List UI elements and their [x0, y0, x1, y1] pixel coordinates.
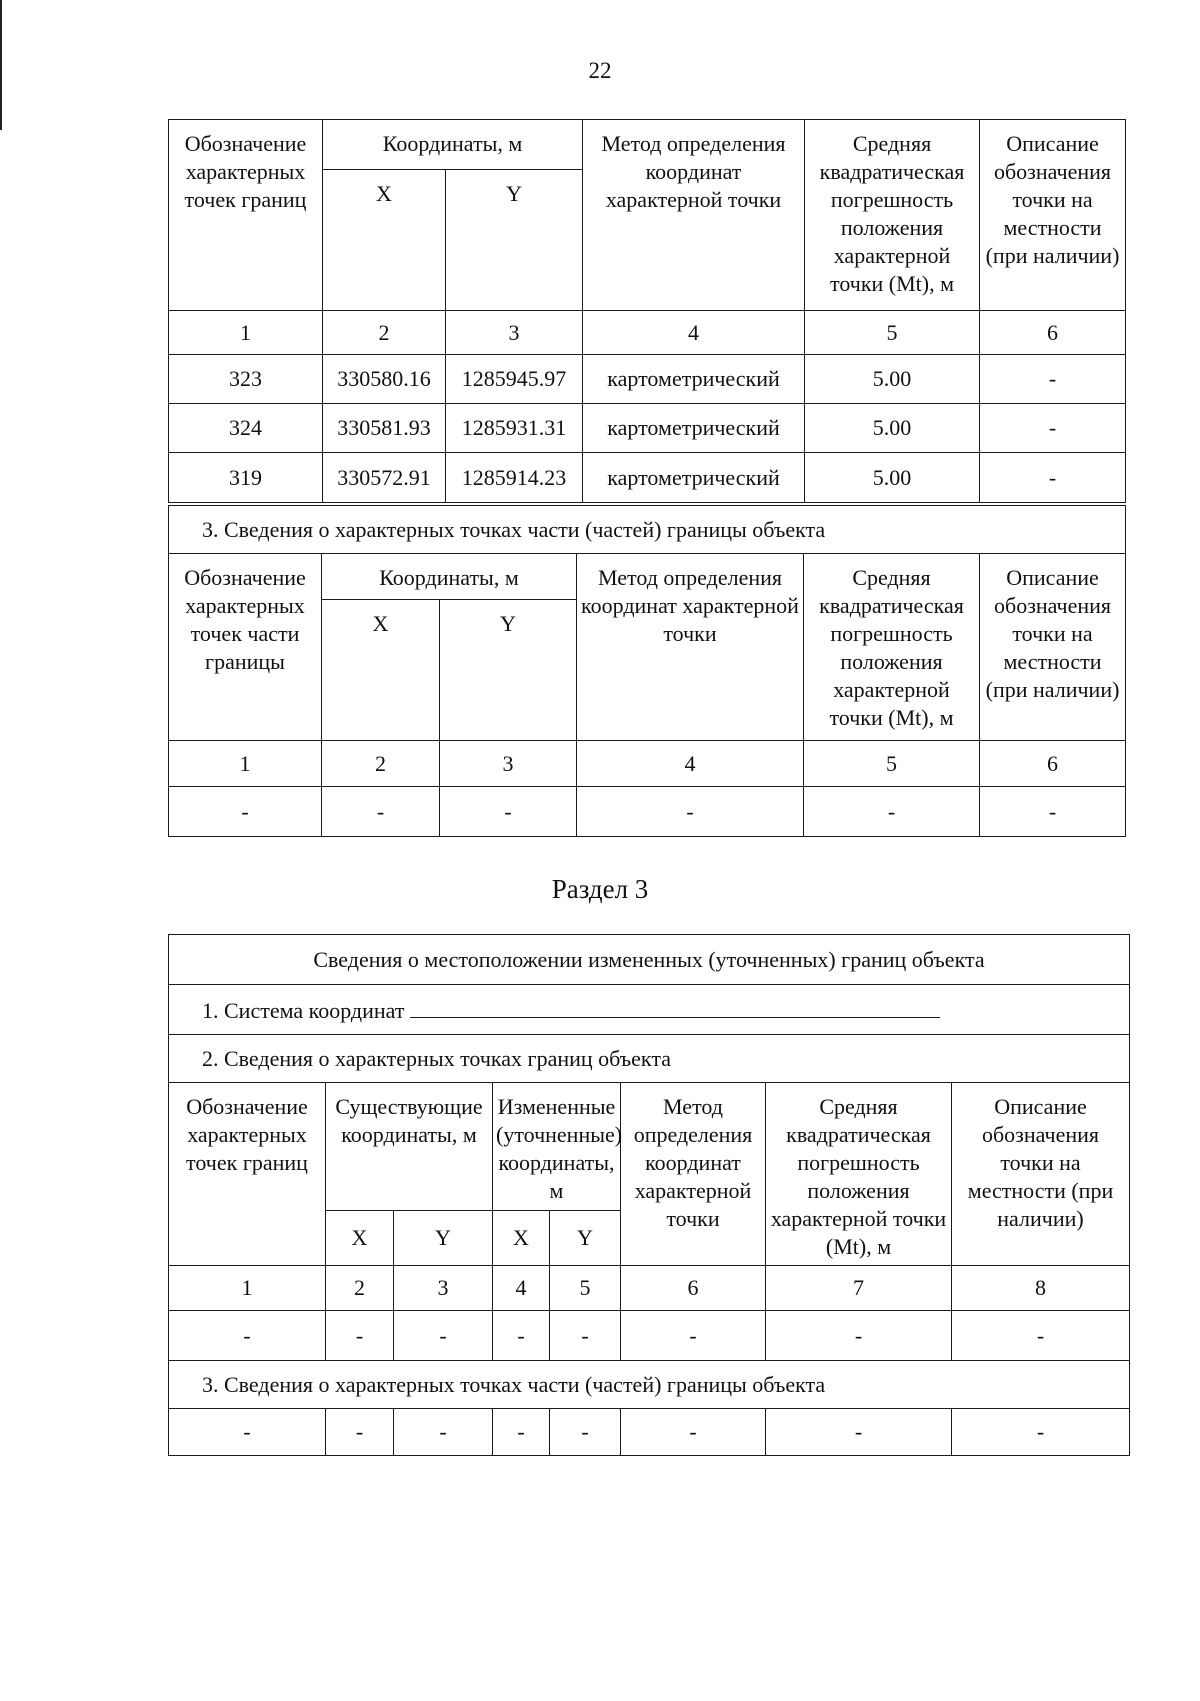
- table-row: [169, 1409, 1130, 1456]
- header-coordinates: Координаты, м: [322, 554, 577, 600]
- header-y: Y: [550, 1211, 621, 1266]
- cell-value: -: [326, 1409, 394, 1456]
- method: картометрический: [583, 453, 805, 503]
- header-designation: Обозначение характерных точек границ: [169, 120, 323, 311]
- cell-value: -: [550, 1409, 621, 1456]
- coord-x: 330572.91: [323, 453, 446, 503]
- coordinate-system-row: [169, 985, 1130, 1035]
- cell-value: -: [322, 787, 440, 837]
- boundary-points-table: [168, 119, 1126, 503]
- cell-value: -: [621, 1311, 766, 1361]
- header-designation: Обозначение характерных точек части границы: [169, 554, 322, 741]
- header-description: Описание обозначения точки на местности (при наличии): [980, 120, 1126, 311]
- column-number: 1: [169, 1266, 326, 1311]
- header-method: Метод определения координат характерной точки: [621, 1083, 766, 1266]
- coordinate-system-label: 1. Система координат: [202, 997, 405, 1023]
- column-number: 4: [583, 311, 805, 355]
- method: картометрический: [583, 404, 805, 453]
- column-number: 3: [394, 1266, 493, 1311]
- column-number: 5: [550, 1266, 621, 1311]
- point-id: 324: [169, 404, 323, 453]
- cell-value: -: [952, 1311, 1130, 1361]
- header-designation: Обозначение характерных точек границ: [169, 1083, 326, 1266]
- cell-value: -: [493, 1409, 550, 1456]
- header-description: Описание обозначения точки на местности (при наличии): [980, 554, 1126, 741]
- cell-value: -: [980, 787, 1126, 837]
- cell-value: -: [621, 1409, 766, 1456]
- section-heading: Раздел 3: [551, 874, 649, 904]
- table-title: Сведения о местоположении измененных (уточненных) границ объекта: [169, 935, 1130, 985]
- coord-y: 1285931.31: [446, 404, 583, 453]
- header-x: X: [326, 1211, 394, 1266]
- header-y: Y: [394, 1211, 493, 1266]
- changed-boundaries-table: [168, 934, 1130, 1456]
- column-number: 3: [446, 311, 583, 355]
- section-title: 3. Сведения о характерных точках части (частей) границы объекта: [169, 506, 1126, 554]
- point-id: 319: [169, 453, 323, 503]
- column-number: 6: [980, 741, 1126, 787]
- header-y: Y: [446, 170, 583, 311]
- table-row: [169, 1311, 1130, 1361]
- coord-y: 1285945.97: [446, 355, 583, 404]
- cell-value: -: [766, 1409, 952, 1456]
- cell-value: -: [577, 787, 804, 837]
- table-row: [169, 453, 1126, 503]
- cell-value: -: [169, 1409, 326, 1456]
- cell-value: -: [804, 787, 980, 837]
- header-x: X: [493, 1211, 550, 1266]
- column-number: 2: [323, 311, 446, 355]
- error-value: 5.00: [805, 453, 980, 503]
- column-number: 4: [493, 1266, 550, 1311]
- header-error: Средняя квадратическая погрешность положения характерной точки (Mt), м: [805, 120, 980, 311]
- coord-x: 330581.93: [323, 404, 446, 453]
- header-method: Метод определения координат характерной точки: [583, 120, 805, 311]
- description-value: -: [980, 355, 1126, 404]
- coord-y: 1285914.23: [446, 453, 583, 503]
- column-number: 2: [326, 1266, 394, 1311]
- header-x: X: [323, 170, 446, 311]
- table-row: [169, 787, 1126, 837]
- part-boundary-points-table: [168, 505, 1126, 837]
- header-existing-coordinates: Существующие координаты, м: [326, 1083, 493, 1211]
- header-description: Описание обозначения точки на местности (при наличии): [952, 1083, 1130, 1266]
- column-number: 5: [805, 311, 980, 355]
- column-number: 4: [577, 741, 804, 787]
- cell-value: -: [394, 1311, 493, 1361]
- cell-value: -: [169, 787, 322, 837]
- header-changed-coordinates: Измененные (уточненные) координаты, м: [493, 1083, 621, 1211]
- header-y: Y: [440, 600, 577, 741]
- column-number: 8: [952, 1266, 1130, 1311]
- header-x: X: [322, 600, 440, 741]
- header-coordinates: Координаты, м: [323, 120, 583, 170]
- column-number: 6: [980, 311, 1126, 355]
- point-id: 323: [169, 355, 323, 404]
- description-value: -: [980, 404, 1126, 453]
- cell-value: -: [766, 1311, 952, 1361]
- column-number: 6: [621, 1266, 766, 1311]
- section-title: 3. Сведения о характерных точках части (частей) границы объекта: [169, 1361, 1130, 1409]
- column-number: 3: [440, 741, 577, 787]
- error-value: 5.00: [805, 404, 980, 453]
- error-value: 5.00: [805, 355, 980, 404]
- cell-value: -: [394, 1409, 493, 1456]
- table-row: [169, 355, 1126, 404]
- method: картометрический: [583, 355, 805, 404]
- cell-value: -: [326, 1311, 394, 1361]
- column-number: 7: [766, 1266, 952, 1311]
- coordinate-system-blank: [410, 995, 940, 1018]
- column-number: 1: [169, 741, 322, 787]
- column-number: 2: [322, 741, 440, 787]
- header-error: Средняя квадратическая погрешность положения характерной точки (Mt), м: [766, 1083, 952, 1266]
- table-row: [169, 404, 1126, 453]
- column-number: 5: [804, 741, 980, 787]
- header-error: Средняя квадратическая погрешность положения характерной точки (Mt), м: [804, 554, 980, 741]
- coord-x: 330580.16: [323, 355, 446, 404]
- cell-value: -: [550, 1311, 621, 1361]
- cell-value: -: [440, 787, 577, 837]
- cell-value: -: [493, 1311, 550, 1361]
- cell-value: -: [169, 1311, 326, 1361]
- page-number: 22: [588, 58, 612, 83]
- description-value: -: [980, 453, 1126, 503]
- header-method: Метод определения координат характерной точки: [577, 554, 804, 741]
- cell-value: -: [952, 1409, 1130, 1456]
- column-number: 1: [169, 311, 323, 355]
- section-title: 2. Сведения о характерных точках границ объекта: [169, 1035, 1130, 1083]
